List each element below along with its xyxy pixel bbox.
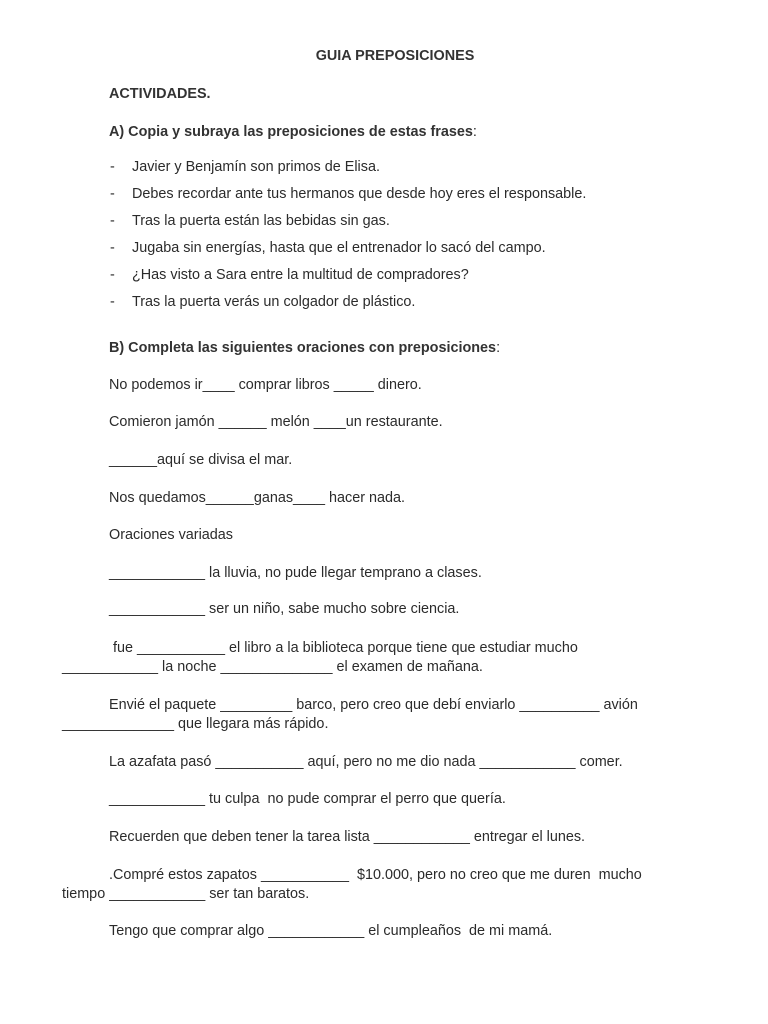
exercise-line: ____________ ser un niño, sabe mucho sobre ciencia. [109,601,460,617]
list-item: Javier y Benjamín son primos de Elisa. [132,159,380,175]
list-bullet: - [110,213,115,229]
section-b-heading [109,339,500,357]
list-bullet: - [110,267,115,283]
exercise-line: No podemos ir____ comprar libros _____ dinero. [109,377,422,393]
section-a-colon: : [472,124,477,140]
section-b-heading-text: B) Completa las siguientes oraciones con preposiciones [109,340,497,356]
page-title: GUIA PREPOSICIONES [315,48,475,64]
exercise-line: Recuerden que deben tener la tarea lista ____________ entregar el lunes. [109,829,586,845]
exercise-line: .Compré estos zapatos ___________ $10.000, pero no creo que me duren mucho [109,867,642,883]
list-bullet: - [110,186,115,202]
exercise-line: La azafata pasó ___________ aquí, pero no me dio nada ____________ comer. [109,754,623,770]
exercise-line: Nos quedamos______ganas____ hacer nada. [109,490,406,506]
exercise-line: ____________ la lluvia, no pude llegar temprano a clases. [109,565,482,581]
list-item: Jugaba sin energías, hasta que el entrenador lo sacó del campo. [132,240,546,256]
list-bullet: - [110,159,115,175]
exercise-line-continuation: ______________ que llegara más rápido. [62,716,329,732]
list-item: Tras la puerta verás un colgador de plástico. [132,294,416,310]
subsection-label: Oraciones variadas [109,527,233,543]
list-item: Tras la puerta están las bebidas sin gas. [132,213,390,229]
exercise-line: Tengo que comprar algo ____________ el cumpleaños de mi mamá. [109,923,553,939]
list-bullet: - [110,294,115,310]
exercise-line: ____________ tu culpa no pude comprar el perro que quería. [109,791,506,807]
list-bullet: - [110,240,115,256]
list-item: Debes recordar ante tus hermanos que desde hoy eres el responsable. [132,186,587,202]
exercise-line: Envié el paquete _________ barco, pero creo que debí enviarlo __________ avión [109,697,638,713]
exercise-line: ______aquí se divisa el mar. [109,452,293,468]
exercise-line-continuation: tiempo ____________ ser tan baratos. [62,886,310,902]
exercise-line-continuation: ____________ la noche ______________ el examen de mañana. [62,659,483,675]
list-item: ¿Has visto a Sara entre la multitud de compradores? [132,267,469,283]
exercise-line: fue ___________ el libro a la biblioteca porque tiene que estudiar mucho [109,640,578,656]
section-a-heading-text: A) Copia y subraya las preposiciones de estas frases [109,124,473,140]
activities-heading: ACTIVIDADES. [109,86,211,102]
section-a-heading [109,123,477,141]
section-b-colon: : [496,340,501,356]
exercise-line: Comieron jamón ______ melón ____un restaurante. [109,414,443,430]
